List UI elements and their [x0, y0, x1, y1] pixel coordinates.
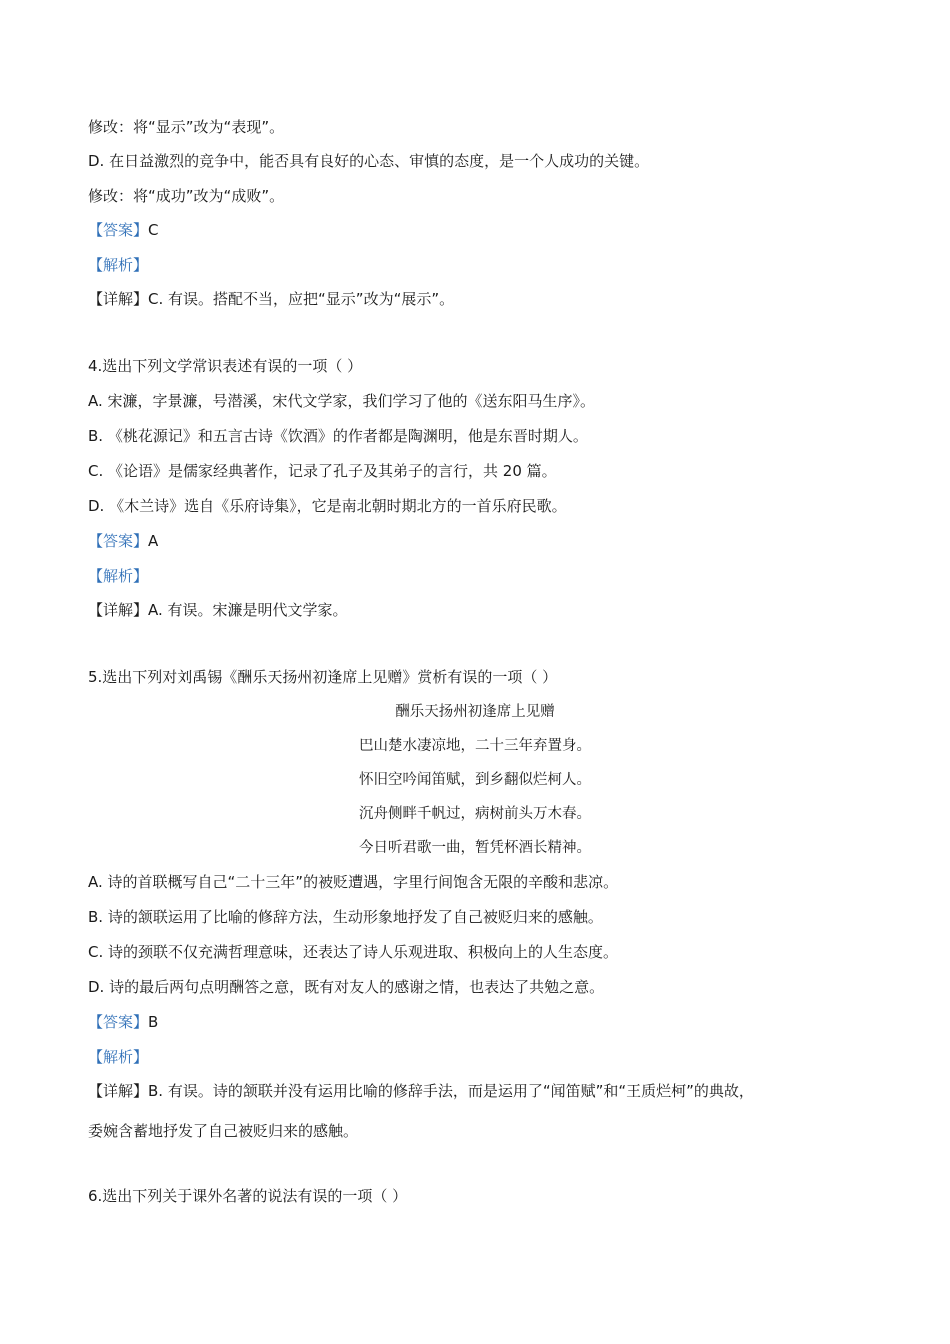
q5-option-c: C. 诗的颈联不仅充满哲理意味，还表达了诗人乐观进取、积极向上的人生态度。 [88, 943, 619, 961]
q4-option-a: A. 宋濂，字景濂，号潜溪，宋代文学家，我们学习了他的《送东阳马生序》。 [88, 392, 596, 410]
q3-modify-d: 修改：将“成功”改为“成败”。 [88, 187, 285, 205]
q3-modify-c: 修改：将“显示”改为“表现”。 [88, 118, 285, 136]
detail-text: C. 有误。搭配不当，应把“显示”改为“展示”。 [148, 290, 455, 308]
answer-label: 【答案】 [88, 532, 149, 550]
answer-value: B [148, 1013, 159, 1031]
answer-label: 【答案】 [88, 1013, 149, 1031]
poem-line: 巴山楚水凄凉地，二十三年弃置身。 [359, 738, 591, 754]
answer-label: 【答案】 [88, 221, 149, 239]
answer-value: C [148, 221, 159, 239]
q3-option-d: D. 在日益激烈的竞争中，能否具有良好的心态、审慎的态度，是一个人成功的关键。 [88, 152, 650, 170]
q5-option-a: A. 诗的首联概写自己“二十三年”的被贬遭遇，字里行间饱含无限的辛酸和悲凉。 [88, 873, 619, 891]
poem-line: 怀旧空吟闻笛赋，到乡翻似烂柯人。 [359, 772, 591, 788]
q4-question: 4.选出下列文学常识表述有误的一项（ ） [88, 357, 363, 375]
q6-question: 6.选出下列关于课外名著的说法有误的一项（ ） [88, 1187, 408, 1205]
poem-title: 酬乐天扬州初逢席上见赠 [395, 704, 555, 720]
poem-line: 今日听君歌一曲，暂凭杯酒长精神。 [359, 840, 591, 856]
q3-analysis-label: 【解析】 [88, 256, 149, 274]
q3-answer [88, 220, 159, 240]
q5-question: 5.选出下列对刘禹锡《酬乐天扬州初逢席上见赠》赏析有误的一项（ ） [88, 668, 558, 686]
q5-answer [88, 1012, 158, 1032]
q5-detail-continued: 委婉含蓄地抒发了自己被贬归来的感触。 [88, 1122, 359, 1140]
q4-detail [88, 600, 348, 620]
answer-value: A [148, 532, 159, 550]
q4-answer [88, 531, 158, 551]
q5-detail [88, 1081, 754, 1101]
q4-analysis-label: 【解析】 [88, 567, 149, 585]
q4-option-c: C. 《论语》是儒家经典著作，记录了孔子及其弟子的言行，共 20 篇。 [88, 462, 557, 480]
q4-option-d: D. 《木兰诗》选自《乐府诗集》，它是南北朝时期北方的一首乐府民歌。 [88, 497, 567, 515]
detail-label: 【详解】 [88, 601, 149, 619]
detail-text: B. 有误。诗的颔联并没有运用比喻的修辞手法，而是运用了“闻笛赋”和“王质烂柯”的典故， [148, 1082, 754, 1100]
q4-option-b: B. 《桃花源记》和五言古诗《饮酒》的作者都是陶渊明，他是东晋时期人。 [88, 427, 588, 445]
poem-line: 沉舟侧畔千帆过，病树前头万木春。 [359, 806, 591, 822]
q5-analysis-label: 【解析】 [88, 1048, 149, 1066]
detail-label: 【详解】 [88, 290, 149, 308]
detail-label: 【详解】 [88, 1082, 149, 1100]
q5-option-b: B. 诗的颔联运用了比喻的修辞方法，生动形象地抒发了自己被贬归来的感触。 [88, 908, 603, 926]
detail-text: A. 有误。宋濂是明代文学家。 [148, 601, 348, 619]
q5-option-d: D. 诗的最后两句点明酬答之意，既有对友人的感谢之情，也表达了共勉之意。 [88, 978, 605, 996]
q3-detail [88, 289, 454, 309]
